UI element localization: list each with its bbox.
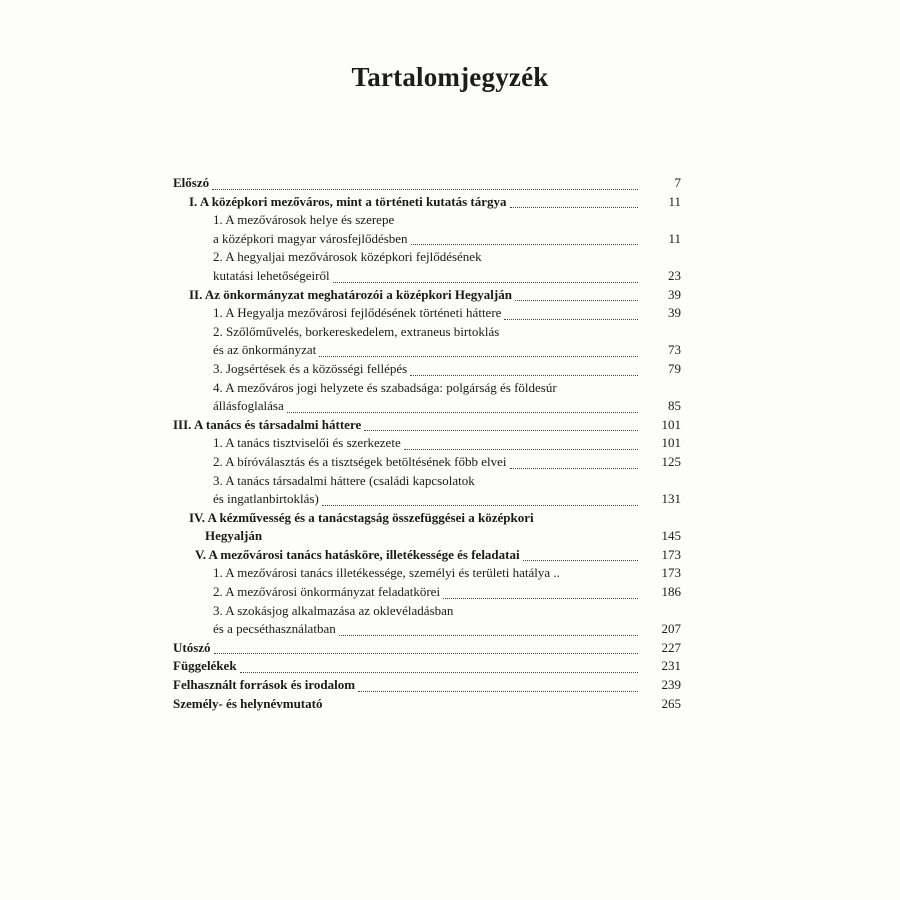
toc-entry-title: 2. A bíróválasztás és a tisztségek betöltésének főbb elvei bbox=[213, 453, 507, 469]
toc-entry bbox=[173, 583, 681, 602]
toc-entry-title: III. A tanács és társadalmi háttere bbox=[173, 416, 362, 432]
toc-page-number: 101 bbox=[661, 416, 681, 432]
dot-leader bbox=[510, 194, 638, 208]
toc-entry bbox=[173, 379, 681, 398]
toc-page-number: 73 bbox=[668, 342, 681, 358]
toc-entry-title: Személy- és helynévmutató bbox=[173, 695, 323, 711]
toc-entry-title: 2. A mezővárosi önkormányzat feladatkörei bbox=[213, 584, 441, 600]
dot-leader bbox=[404, 436, 638, 450]
dot-leader bbox=[358, 678, 638, 692]
dot-leader bbox=[287, 399, 638, 413]
toc-entry bbox=[173, 211, 681, 230]
toc-entry-title: Függelékek bbox=[173, 658, 237, 674]
toc-entry bbox=[173, 434, 681, 453]
toc-page-number: 173 bbox=[661, 546, 681, 562]
toc-entry bbox=[173, 453, 681, 472]
toc-entry-title: 2. Szőlőművelés, borkereskedelem, extraneus birtoklás bbox=[213, 323, 500, 339]
dot-leader bbox=[212, 176, 638, 190]
toc-entry-continuation bbox=[173, 620, 681, 639]
dot-leader bbox=[333, 269, 638, 283]
toc-page-number: 39 bbox=[668, 305, 681, 321]
toc-page-number: 173 bbox=[661, 565, 681, 581]
toc-page-number: 125 bbox=[661, 453, 681, 469]
toc-entry-continuation bbox=[173, 527, 681, 546]
toc-entry-title: 4. A mezőváros jogi helyzete és szabadsága: polgárság és földesúr bbox=[213, 379, 557, 395]
toc-entry bbox=[173, 546, 681, 565]
toc-entry bbox=[173, 286, 681, 305]
dot-leader bbox=[364, 417, 638, 431]
toc-page-number: 11 bbox=[668, 230, 681, 246]
page-title: Tartalomjegyzék bbox=[351, 62, 549, 92]
toc-entry-title: 3. A szokásjog alkalmazása az oklevéladásban bbox=[213, 602, 454, 618]
toc-page-number: 7 bbox=[674, 175, 681, 190]
toc-page-number: 186 bbox=[661, 584, 681, 600]
dot-leader bbox=[319, 343, 638, 357]
toc-entry-title: Felhasznált források és irodalom bbox=[173, 677, 356, 693]
toc-entry bbox=[173, 323, 681, 342]
dot-leader bbox=[523, 547, 638, 561]
toc-page-number: 79 bbox=[668, 360, 681, 376]
toc-entry-title: és az önkormányzat bbox=[213, 342, 317, 358]
toc-page-number: 11 bbox=[668, 193, 681, 209]
toc-page-number: 39 bbox=[668, 286, 681, 302]
toc-entry bbox=[173, 695, 681, 714]
dot-leader bbox=[214, 640, 638, 654]
toc-page-number: 101 bbox=[661, 435, 681, 451]
dot-leader bbox=[322, 492, 638, 506]
toc-page-number: 131 bbox=[661, 491, 681, 507]
toc-entry-title: 3. Jogsértések és a közösségi fellépés bbox=[213, 360, 408, 376]
toc-entry-continuation bbox=[173, 490, 681, 509]
toc-entry-title: 2. A hegyaljai mezővárosok középkori fejlődésének bbox=[213, 249, 482, 265]
toc-entry-title: a középkori magyar városfejlődésben bbox=[213, 230, 408, 246]
toc-page-number: 265 bbox=[661, 695, 681, 711]
toc-page-number: 145 bbox=[661, 528, 681, 544]
dot-leader bbox=[443, 585, 638, 599]
toc-entry bbox=[173, 248, 681, 267]
table-of-contents bbox=[173, 174, 681, 713]
toc-entry-continuation bbox=[173, 267, 681, 286]
toc-entry-title: Hegyalján bbox=[205, 528, 263, 544]
toc-entry-title: 3. A tanács társadalmi háttere (családi kapcsolatok bbox=[213, 472, 475, 488]
toc-entry-title: és ingatlanbirtoklás) bbox=[213, 491, 319, 507]
toc-entry bbox=[173, 174, 681, 193]
toc-entry-title: 1. A mezővárosok helye és szerepe bbox=[213, 212, 395, 228]
toc-entry-title: IV. A kézművesség és a tanácstagság összefüggései a középkori bbox=[189, 509, 534, 525]
toc-entry bbox=[173, 472, 681, 491]
toc-entry-title: állásfoglalása bbox=[213, 398, 284, 414]
toc-page-number: 239 bbox=[661, 677, 681, 693]
toc-entry bbox=[173, 657, 681, 676]
dot-leader bbox=[240, 659, 638, 673]
toc-entry-title: 1. A tanács tisztviselői és szerkezete bbox=[213, 435, 401, 451]
toc-entry-continuation bbox=[173, 397, 681, 416]
toc-entry-title: kutatási lehetőségeiről bbox=[213, 267, 330, 283]
toc-entry bbox=[173, 676, 681, 695]
toc-page-number: 231 bbox=[661, 658, 681, 674]
toc-entry bbox=[173, 564, 681, 583]
toc-entry bbox=[173, 416, 681, 435]
toc-entry bbox=[173, 602, 681, 621]
toc-entry-title: Utószó bbox=[173, 639, 211, 655]
dot-leader bbox=[339, 622, 638, 636]
dot-leader bbox=[515, 287, 638, 301]
toc-page-number: 227 bbox=[661, 639, 681, 655]
dot-leader bbox=[504, 306, 638, 320]
toc-entry bbox=[173, 193, 681, 212]
toc-page-number: 85 bbox=[668, 398, 681, 414]
toc-entry-title: 1. A Hegyalja mezővárosi fejlődésének történeti háttere bbox=[213, 305, 502, 321]
toc-entry-title: I. A középkori mezőváros, mint a történeti kutatás tárgya bbox=[189, 193, 507, 209]
dot-leader bbox=[510, 455, 639, 469]
toc-entry-continuation bbox=[173, 230, 681, 249]
toc-entry bbox=[173, 304, 681, 323]
dot-leader bbox=[411, 231, 638, 245]
toc-entry bbox=[173, 360, 681, 379]
toc-entry-title: Előszó bbox=[173, 175, 210, 190]
dot-leader bbox=[410, 362, 638, 376]
toc-entry-title: V. A mezővárosi tanács hatásköre, illetékessége és feladatai bbox=[195, 546, 520, 562]
toc-page-number: 207 bbox=[661, 621, 681, 637]
toc-entry-title: II. Az önkormányzat meghatározói a középkori Hegyalján bbox=[189, 286, 512, 302]
toc-entry-title: 1. A mezővárosi tanács illetékessége, személyi és területi hatálya .. bbox=[213, 565, 560, 581]
toc-entry-continuation bbox=[173, 341, 681, 360]
toc-entry-title: és a pecséthasználatban bbox=[213, 621, 336, 637]
toc-entry bbox=[173, 639, 681, 658]
toc-entry bbox=[173, 509, 681, 528]
toc-page-number: 23 bbox=[668, 267, 681, 283]
